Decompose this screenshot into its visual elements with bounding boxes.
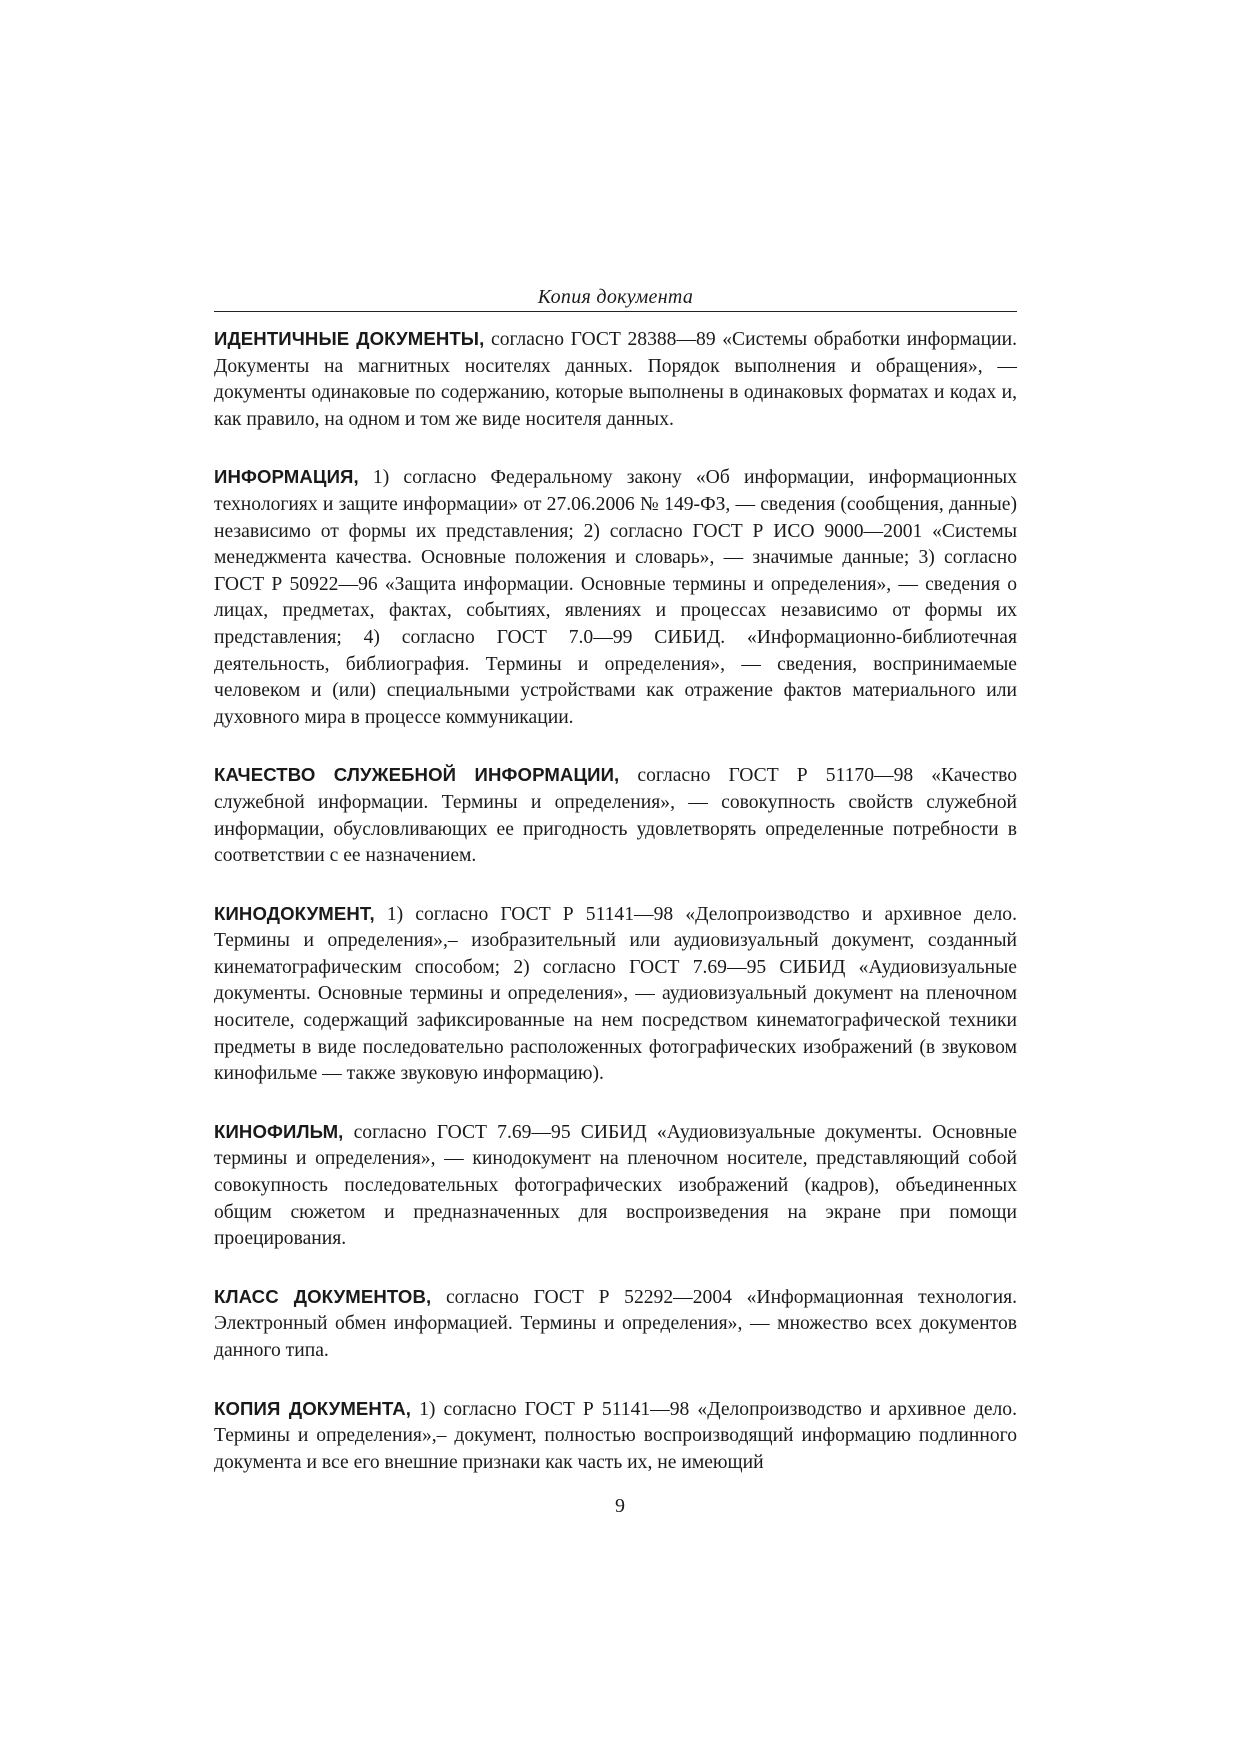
glossary-entry — [214, 1396, 1017, 1477]
entry-definition: согласно ГОСТ 28388—89 «Системы обработки информации. Документы на магнитных носителях данных. Порядок выполнения и обращения», — документы одинаковые по содержанию, которые выполнены в одинаковых форматах и кодах и, как правило, на одном и том же виде носителя данных. — [214, 329, 1017, 430]
entry-definition: 1) согласно ГОСТ Р 51141—98 «Делопроизводство и архивное дело. Термины и определения»,– документ, полностью воспроизводящий информацию подлинного документа и все его внешние признаки как часть их, не имеющий — [214, 1398, 1017, 1473]
entry-definition: 1) согласно Федеральному закону «Об информации, информационных технологиях и защите информации» от 27.06.2006 № 149-ФЗ, — сведения (сообщения, данные) независимо от формы их представления; 2) согласно ГОСТ Р ИСО 9000—2001 «Системы менеджмента качества. Основные положения и словарь», — значимые данные; 3) согласно ГОСТ Р 50922—96 «Защита информации. Основные термины и определения», — сведения о лицах, предметах, фактах, событиях, явлениях и процессах независимо от формы их представления; 4) согласно ГОСТ 7.0—99 СИБИД. «Информационно-библиотечная деятельность, библиография. Термины и определения», — сведения, воспринимаемые человеком и (или) специальными устройствами как отражение фактов материального или духовного мира в процессе коммуникации. — [214, 467, 1017, 728]
glossary-entry — [214, 326, 1017, 433]
entry-term: ИДЕНТИЧНЫЕ ДОКУМЕНТЫ, — [214, 328, 485, 349]
running-header-title: Копия документа — [537, 286, 694, 308]
entry-definition: согласно ГОСТ Р 51170—98 «Качество служебной информации. Термины и определения», — совокупность свойств служебной информации, обусловливающих ее пригодность удовлетворять определенные потребности в соответствии с ее назначением. — [214, 765, 1017, 867]
entry-definition: согласно ГОСТ 7.69—95 СИБИД «Аудиовизуальные документы. Основные термины и определения», — кинодокумент на пленочном носителе, представляющий собой совокупность последовательных фотографических изображений (кадров), объединенных общим сюжетом и предназначенных для воспроизведения на экране при помощи проецирования. — [214, 1121, 1017, 1250]
running-header — [214, 285, 1017, 312]
entry-term: КЛАСС ДОКУМЕНТОВ, — [214, 1285, 432, 1307]
glossary-entry — [214, 1284, 1017, 1365]
page-number: 9 — [615, 1495, 625, 1517]
entry-definition: 1) согласно ГОСТ Р 51141—98 «Делопроизводство и архивное дело. Термины и определения»,– изобразительный или аудиовизуальный документ, созданный кинематографическим способом; 2) согласно ГОСТ 7.69—95 СИБИД «Аудиовизуальные документы. Основные термины и определения», — аудиовизуальный документ на пленочном носителе, содержащий зафиксированные на нем посредством кинематографической техники предметы в виде последовательно расположенных фотографических изображений (в звуковом кинофильме — также звуковую информацию). — [214, 903, 1018, 1085]
glossary-entries — [214, 326, 1017, 1507]
entry-term: ИНФОРМАЦИЯ, — [214, 466, 359, 488]
entry-definition: согласно ГОСТ Р 52292—2004 «Информационная технология. Электронный обмен информацией. Термины и определения», — множество всех документов данного типа. — [214, 1286, 1017, 1361]
glossary-entry — [214, 762, 1017, 869]
glossary-entry — [214, 901, 1017, 1088]
entry-term: КОПИЯ ДОКУМЕНТА, — [214, 1397, 412, 1419]
entry-term: КИНОФИЛЬМ, — [214, 1120, 344, 1142]
entry-term: КИНОДОКУМЕНТ, — [214, 902, 375, 924]
glossary-entry — [214, 464, 1017, 731]
glossary-entry — [214, 1119, 1017, 1253]
entry-term: КАЧЕСТВО СЛУЖЕБНОЙ ИНФОРМАЦИИ, — [214, 764, 620, 786]
